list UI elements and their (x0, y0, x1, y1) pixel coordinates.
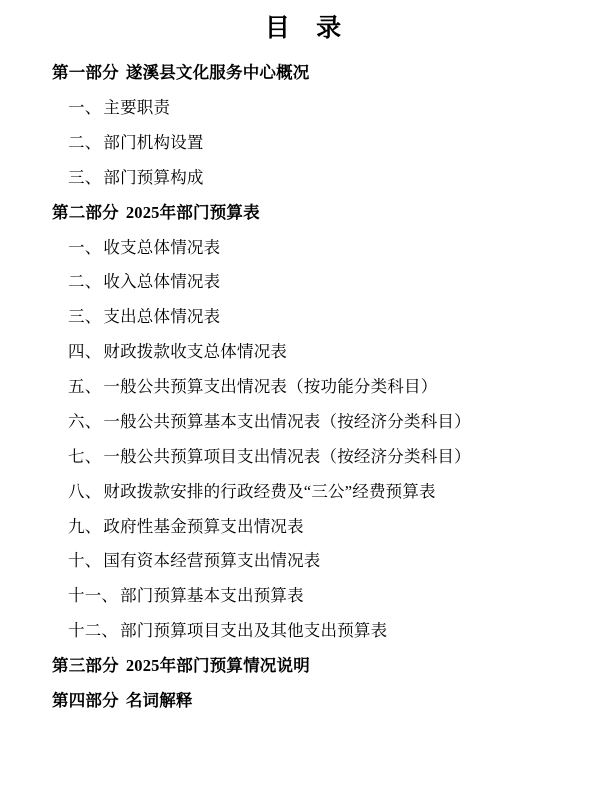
toc-entry-text: 部门机构设置 (103, 132, 204, 152)
toc-item-number: 十二、 (68, 621, 119, 641)
toc-item[interactable] (40, 91, 566, 126)
toc-entry-text: 遂溪县文化服务中心概况 (125, 63, 310, 83)
toc-item-number: 七、 (68, 446, 102, 466)
toc-item[interactable] (40, 265, 566, 300)
toc-part-heading[interactable] (40, 56, 566, 91)
toc-entry-text: 部门预算构成 (103, 167, 204, 187)
toc-entry-text: 国有资本经营预算支出情况表 (103, 551, 321, 571)
toc-part-label: 第三部分 (52, 656, 119, 676)
toc-entry-text: 2025年部门预算情况说明 (125, 656, 310, 676)
toc-item[interactable] (40, 370, 566, 405)
toc-item-number: 六、 (68, 411, 102, 431)
toc-item-number: 十、 (68, 551, 102, 571)
table-of-contents (40, 56, 566, 719)
toc-entry-text: 2025年部门预算表 (125, 202, 260, 222)
toc-item-number: 三、 (68, 307, 102, 327)
page-title: 目 录 (264, 15, 352, 42)
toc-entry-text: 主要职责 (103, 98, 171, 118)
toc-part-heading[interactable] (40, 684, 566, 719)
toc-item-number: 十一、 (68, 586, 119, 606)
toc-part-heading[interactable] (40, 649, 566, 684)
toc-item-number: 九、 (68, 516, 102, 536)
toc-item-number: 五、 (68, 377, 102, 397)
toc-item-number: 一、 (68, 237, 102, 257)
toc-entry-text: 一般公共预算项目支出情况表（按经济分类科目） (103, 446, 471, 466)
toc-item-number: 二、 (68, 132, 102, 152)
toc-entry-text: 一般公共预算基本支出情况表（按经济分类科目） (103, 411, 471, 431)
toc-item-number: 二、 (68, 272, 102, 292)
toc-part-label: 第四部分 (52, 690, 119, 710)
toc-entry-text: 部门预算基本支出预算表 (120, 586, 304, 606)
toc-entry-text: 支出总体情况表 (103, 307, 221, 327)
toc-entry-text: 收入总体情况表 (103, 272, 221, 292)
toc-entry-text: 财政拨款收支总体情况表 (103, 342, 288, 362)
toc-item-number: 一、 (68, 98, 102, 118)
toc-item[interactable] (40, 300, 566, 335)
toc-entry-text: 收支总体情况表 (103, 237, 221, 257)
toc-item[interactable] (40, 161, 566, 196)
toc-item[interactable] (40, 335, 566, 370)
toc-item-number: 四、 (68, 342, 102, 362)
toc-item[interactable] (40, 544, 566, 579)
toc-item[interactable] (40, 509, 566, 544)
toc-entry-text: 一般公共预算支出情况表（按功能分类科目） (103, 377, 438, 397)
toc-part-label: 第一部分 (52, 63, 119, 83)
toc-item[interactable] (40, 230, 566, 265)
toc-item[interactable] (40, 579, 566, 614)
toc-part-heading[interactable] (40, 196, 566, 231)
toc-item[interactable] (40, 614, 566, 649)
toc-item-number: 三、 (68, 167, 102, 187)
toc-part-label: 第二部分 (52, 202, 119, 222)
toc-entry-text: 政府性基金预算支出情况表 (103, 516, 304, 536)
toc-item[interactable] (40, 126, 566, 161)
toc-item[interactable] (40, 440, 566, 475)
toc-item[interactable] (40, 405, 566, 440)
toc-entry-text: 部门预算项目支出及其他支出预算表 (120, 621, 388, 641)
toc-item-number: 八、 (68, 481, 102, 501)
toc-item[interactable] (40, 475, 566, 510)
toc-entry-text: 名词解释 (125, 690, 193, 710)
toc-entry-text: 财政拨款安排的行政经费及“三公”经费预算表 (103, 481, 436, 501)
